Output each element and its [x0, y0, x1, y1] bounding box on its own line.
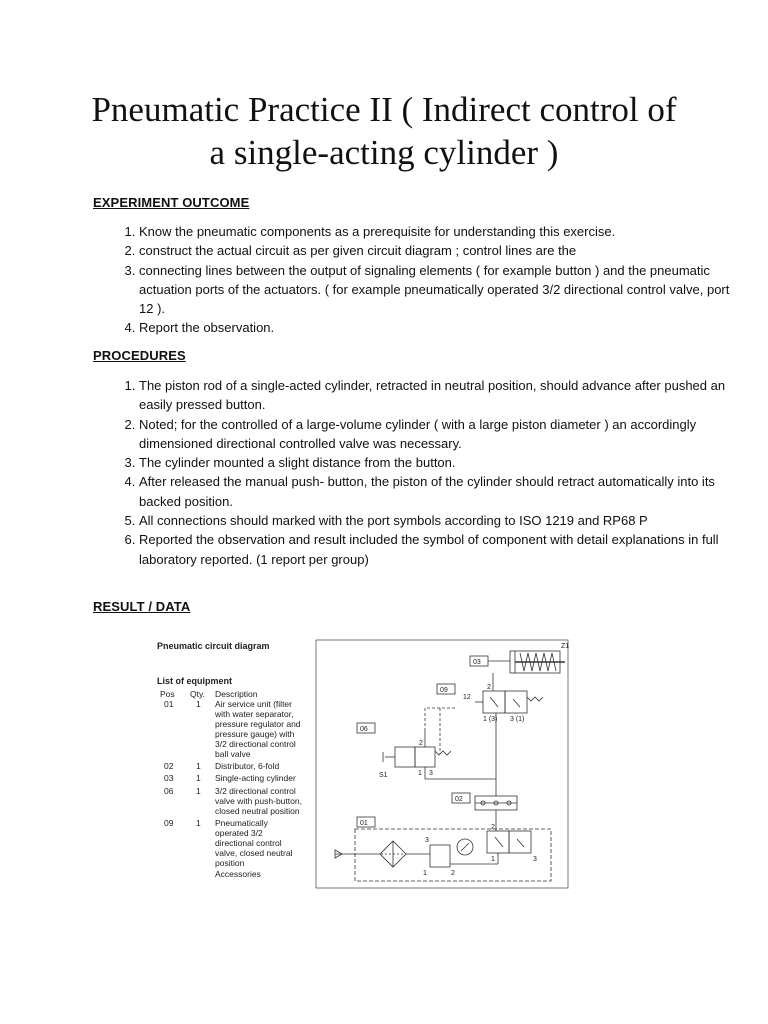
equipment-desc: 3/2 directional control valve with push-button, closed neutral position — [215, 786, 302, 816]
equipment-desc: Single-acting cylinder — [215, 773, 296, 783]
equipment-desc: Air service unit (filter with water separator, pressure regulator and pressure gauge) with 3/2 directional control ball valve — [215, 699, 301, 759]
label-box03: 03 — [473, 659, 481, 666]
equipment-pos: 03 — [164, 773, 174, 783]
label-box01: 01 — [360, 820, 368, 827]
label-s1: S1 — [379, 772, 388, 779]
label-z1: Z1 — [561, 643, 570, 650]
equipment-desc: Distributor, 6-fold — [215, 761, 280, 771]
label-port3-1: 3 (1) — [510, 716, 525, 723]
title-line-1: Pneumatic Practice II ( Indirect control of — [91, 90, 677, 129]
outcome-heading: EXPERIMENT OUTCOME — [93, 195, 250, 210]
list-item: 4. Report the observation. — [139, 318, 739, 337]
label-port3b: 3 — [429, 770, 433, 777]
label-box02: 02 — [455, 796, 463, 803]
label-port3c: 3 — [533, 856, 537, 863]
label-port3d: 3 — [425, 837, 429, 844]
procedures-list — [93, 376, 739, 569]
label-port2a: 2 — [487, 684, 491, 691]
equipment-list-heading: List of equipment — [157, 676, 232, 686]
label-port1b: 1 — [418, 770, 422, 777]
outcome-list — [93, 222, 739, 338]
list-item: 3. The cylinder mounted a slight distance from the button. — [139, 453, 739, 472]
equipment-pos: 01 — [164, 699, 174, 709]
equipment-pos: 06 — [164, 786, 174, 796]
equipment-qty: 1 — [196, 761, 201, 771]
result-heading: RESULT / DATA — [93, 599, 191, 614]
label-port12: 12 — [463, 694, 471, 701]
equipment-pos: 02 — [164, 761, 174, 771]
equipment-pos: 09 — [164, 818, 174, 828]
list-item: 5. All connections should marked with the port symbols according to ISO 1219 and RP68 P — [139, 511, 739, 530]
list-item: 4. After released the manual push- button, the piston of the cylinder should retract automatically into its backed position. — [139, 472, 739, 511]
list-item: 1. Know the pneumatic components as a prerequisite for understanding this exercise. — [139, 222, 739, 241]
label-port2b: 2 — [419, 740, 423, 747]
label-box09: 09 — [440, 687, 448, 694]
page-title — [40, 88, 728, 174]
procedures-heading: PROCEDURES — [93, 348, 186, 363]
equipment-desc: Pneumatically operated 3/2 directional control valve, closed neutral position — [215, 818, 293, 868]
column-qty: Qty. — [190, 689, 205, 699]
accessories-label: Accessories — [215, 869, 261, 879]
equipment-qty: 1 — [196, 786, 201, 796]
label-box06: 06 — [360, 726, 368, 733]
list-item: 3. connecting lines between the output of signaling elements ( for example button ) and the pneumatic actuation ports of the actuators. ( for example pneumatically operated 3/2 directional control valve, port 12 ). — [139, 261, 739, 319]
column-pos: Pos — [160, 689, 175, 699]
circuit-schematic — [315, 639, 570, 889]
equipment-qty: 1 — [196, 699, 201, 709]
label-port2d: 2 — [451, 870, 455, 877]
figure-heading: Pneumatic circuit diagram — [157, 641, 270, 651]
equipment-qty: 1 — [196, 773, 201, 783]
label-port1c: 1 — [491, 856, 495, 863]
label-port2c: 2 — [491, 824, 495, 831]
list-item: 2. construct the actual circuit as per given circuit diagram ; control lines are the — [139, 241, 739, 260]
circuit-figure — [150, 632, 572, 892]
list-item: 6. Reported the observation and result included the symbol of component with detail explanations in full laboratory reported. (1 report per group) — [139, 530, 739, 569]
list-item: 2. Noted; for the controlled of a large-volume cylinder ( with a large piston diameter ) an accordingly dimensioned directional controlled valve was necessary. — [139, 415, 739, 454]
list-item: 1. The piston rod of a single-acted cylinder, retracted in neutral position, should advance after pushed an easily pressed button. — [139, 376, 739, 415]
label-port1d: 1 — [423, 870, 427, 877]
title-line-2: a single-acting cylinder ) — [209, 133, 559, 172]
label-port1-3: 1 (3) — [483, 716, 498, 723]
equipment-qty: 1 — [196, 818, 201, 828]
column-description: Description — [215, 689, 258, 699]
